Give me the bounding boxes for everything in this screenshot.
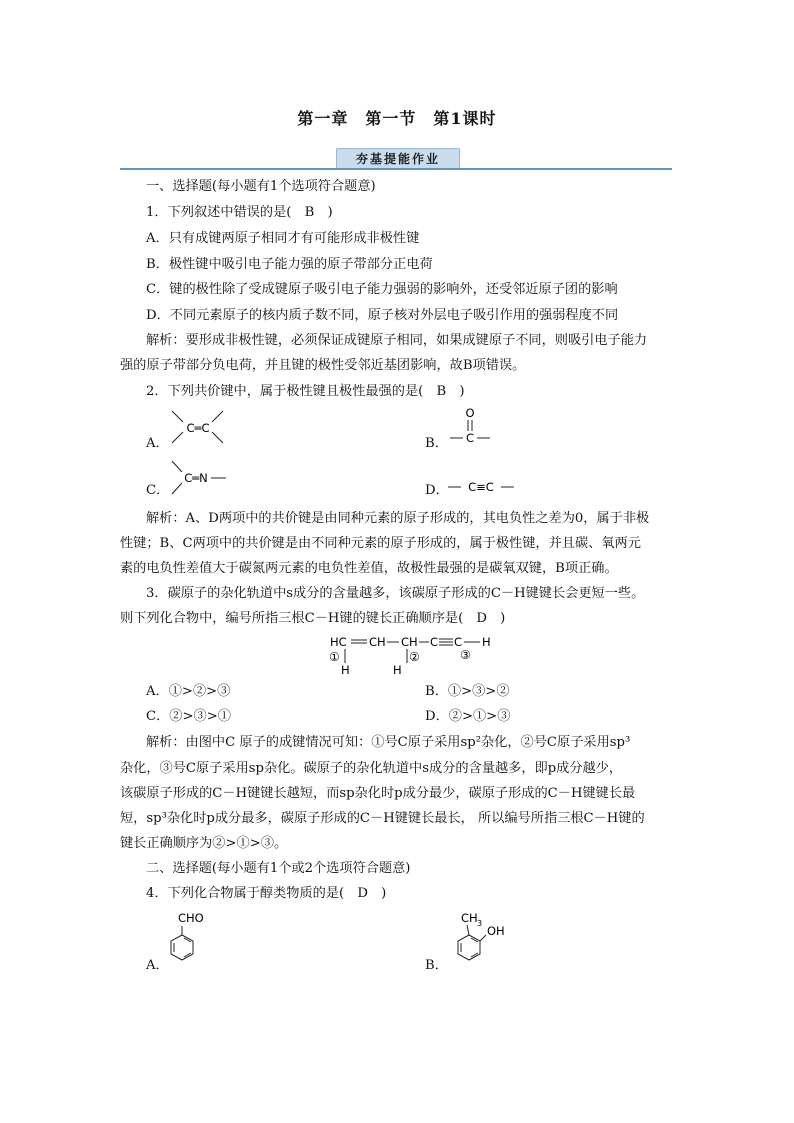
molecule-h-terminal: H: [482, 635, 491, 649]
page-title: 第一章 第一节 第1课时: [297, 109, 497, 128]
molecule-ch-1: CH: [369, 635, 386, 649]
molecule-c-1: C: [430, 635, 439, 649]
question-1-option-a: A．只有成键两原子相同才有可能形成非极性键: [146, 231, 420, 246]
question-4-label-a: A．: [146, 958, 169, 973]
question-3-option-b: B．①>③>②: [425, 684, 510, 699]
question-4-stem: 4．下列化合物属于醇类物质的是( D ): [146, 886, 387, 901]
question-4-label-b: B．: [425, 958, 448, 973]
structure-a-alkene: [168, 406, 228, 448]
structure-benzaldehyde: [162, 908, 222, 970]
molecule-hc: HC: [330, 635, 347, 649]
question-2-label-d: D．: [425, 483, 449, 498]
structure-cresol: [447, 908, 527, 970]
cresol-methyl-label: CH: [461, 911, 478, 925]
molecule-c-2: C: [454, 635, 463, 649]
molecule-h-lower-2: H: [393, 663, 402, 676]
section-heading-2: 二、选择题(每小题有1个或2个选项符合题意): [146, 861, 411, 876]
cresol-hydroxyl: OH: [487, 924, 505, 938]
question-3-analysis-line-5: 键长正确顺序为②>①>③。: [120, 836, 288, 851]
question-1-analysis-line-1: 解析：要形成非极性键，必须保证成键原子相同，如果成键原子不同，则吸引电子能力: [146, 333, 648, 348]
question-1-option-c: C．键的极性除了受成键原子吸引电子能力强弱的影响外，还受邻近原子团的影响: [146, 282, 618, 297]
structure-c-label: C═N: [184, 471, 208, 485]
banner-rule: [120, 168, 672, 170]
question-2-label-b: B．: [425, 436, 448, 451]
question-3-molecule: [325, 632, 505, 676]
question-3-option-d: D．②>①>③: [425, 709, 511, 724]
structure-d-label: C≡C: [468, 480, 494, 494]
cresol-methyl-subscript: 3: [477, 919, 483, 928]
structure-b-carbon: C: [465, 431, 475, 445]
question-1-option-d: D．不同元素原子的核内质子数不同，原子核对外层电子吸引作用的强弱程度不同: [146, 308, 619, 323]
structure-c-imine: [168, 456, 230, 498]
question-2-analysis-line-2: 性键；B、C两项中的共价键是由不同种元素的原子形成的，属于极性键，并且碳、氧两元: [120, 536, 641, 551]
question-3-stem-line-1: 3．碳原子的杂化轨道中s成分的含量越多，该碳原子形成的C－H键键长会更短一些。: [146, 586, 645, 601]
molecule-ch-2: CH: [401, 635, 418, 649]
question-3-analysis-line-2: 杂化，③号C原子采用sp杂化。碳原子的杂化轨道中s成分的含量越多，即p成分越少，: [120, 761, 623, 776]
structure-d-alkyne: [446, 476, 516, 498]
question-3-analysis-line-1: 解析：由图中C 原子的成键情况可知：①号C原子采用sp²杂化，②号C原子采用sp³: [146, 735, 631, 750]
question-2-label-c: C．: [146, 483, 170, 498]
question-2-analysis-line-1: 解析：A、D两项中的共价键是由同种元素的原子形成的，其电负性之差为0，属于非极: [146, 511, 650, 526]
benzaldehyde-group: CHO: [178, 911, 204, 925]
structure-a-label: C═C: [186, 421, 210, 435]
question-3-analysis-line-4: 短，sp³杂化时p成分最多，碳原子形成的C－H键键长最长， 所以编号所指三根C－H键的: [120, 811, 645, 826]
question-2-stem: 2．下列共价键中，属于极性键且极性最强的是( B ): [146, 384, 465, 399]
question-3-option-c: C．②>③>①: [146, 709, 231, 724]
molecule-marker-2: ②: [409, 650, 420, 664]
section-banner: 夯基提能作业: [336, 148, 460, 170]
structure-b-oxygen: O: [465, 406, 475, 420]
question-3-analysis-line-3: 该碳原子形成的C－H键键长越短，而sp杂化时p成分最少，碳原子形成的C－H键键长最: [120, 786, 636, 801]
question-3-option-a: A．①>②>③: [146, 684, 231, 699]
question-1-analysis-line-2: 强的原子带部分负电荷，并且键的极性受邻近基团影响，故B项错误。: [120, 358, 526, 373]
question-1-option-b: B．极性键中吸引电子能力强的原子带部分正电荷: [146, 257, 433, 272]
question-2-analysis-line-3: 素的电负性差值大于碳氮两元素的电负性差值，故极性最强的是碳氧双键，B项正确。: [120, 561, 618, 576]
question-2-label-a: A．: [146, 436, 169, 451]
question-1-stem: 1．下列叙述中错误的是( B ): [146, 205, 333, 220]
molecule-marker-3: ③: [460, 648, 471, 662]
molecule-h-lower-1: H: [341, 663, 350, 676]
question-3-stem-line-2: 则下列化合物中，编号所指三根C－H键的键长正确顺序是( D ): [120, 611, 506, 626]
structure-b-carbonyl: [448, 406, 492, 448]
molecule-marker-1: ①: [329, 650, 340, 664]
section-heading-1: 一、选择题(每小题有1个选项符合题意): [146, 179, 376, 194]
